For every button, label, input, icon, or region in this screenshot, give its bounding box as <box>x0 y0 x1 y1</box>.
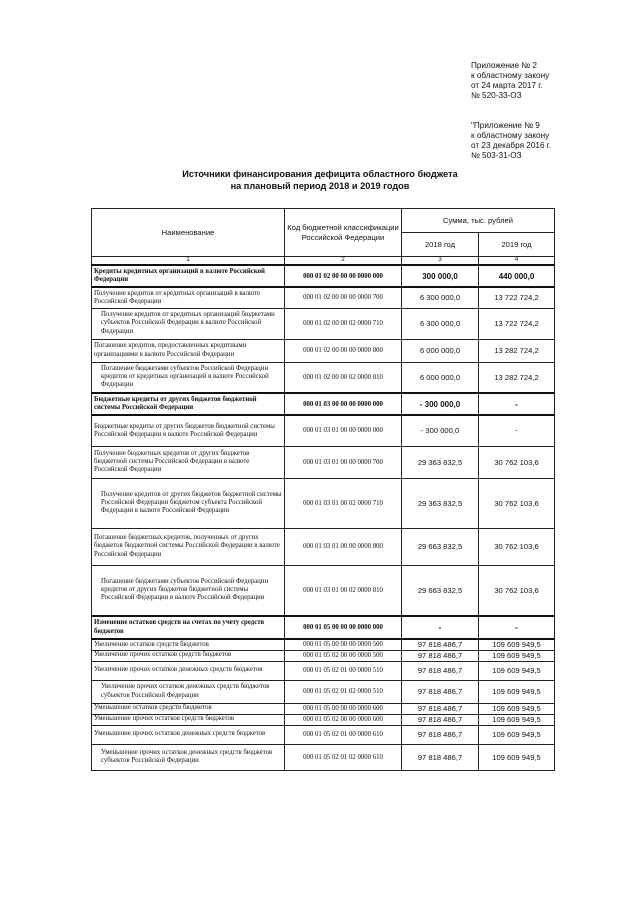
row-code: 000 01 03 01 00 02 0000 810 <box>285 565 402 616</box>
appendix-line: к областному закону <box>471 131 550 140</box>
row-value-2018: 29 663 832,5 <box>402 528 479 565</box>
appendix-line: "Приложение № 9 <box>471 121 540 130</box>
row-value-2018: 97 818 486,7 <box>402 744 479 770</box>
table-row <box>92 308 555 339</box>
row-value-2018: 97 818 486,7 <box>402 703 479 714</box>
row-value-2019: 109 609 949,5 <box>479 714 555 725</box>
table-row <box>92 744 555 770</box>
row-value-2019: 30 762 103,6 <box>479 528 555 565</box>
row-value-2018: 6 300 000,0 <box>402 308 479 339</box>
row-value-2018: 97 818 486,7 <box>402 680 479 703</box>
row-code: 000 01 05 02 01 02 0000 510 <box>285 680 402 703</box>
row-code: 000 01 03 01 00 00 0000 800 <box>285 528 402 565</box>
header-sum: Сумма, тыс. рублей <box>402 209 555 233</box>
row-value-2018: 6 300 000,0 <box>402 287 479 308</box>
col-number: 3 <box>402 257 479 266</box>
row-value-2019: - <box>479 393 555 415</box>
col-number: 4 <box>479 257 555 266</box>
row-code: 000 01 03 01 00 02 0000 710 <box>285 478 402 528</box>
row-value-2019: 109 609 949,5 <box>479 680 555 703</box>
row-name: Погашение кредитов, предоставленных кредитными организациями в валюте Российской Федерации <box>92 339 285 362</box>
table-row <box>92 650 555 661</box>
row-code: 000 01 03 01 00 00 0000 700 <box>285 446 402 478</box>
row-code: 000 01 02 00 00 00 0000 800 <box>285 339 402 362</box>
col-number: 1 <box>92 257 285 266</box>
row-code: 000 01 05 00 00 00 0000 500 <box>285 639 402 650</box>
title-line-1: Источники финансирования дефицита областного бюджета <box>182 169 458 179</box>
row-value-2018: 6 000 000,0 <box>402 339 479 362</box>
table-row <box>92 287 555 308</box>
row-name: Уменьшение прочих остатков денежных средств бюджетов субъектов Российской Федерации <box>92 744 285 770</box>
document-title <box>150 168 490 192</box>
appendix-line: Приложение № 2 <box>471 61 537 70</box>
row-name: Увеличение остатков средств бюджетов <box>92 639 285 650</box>
row-value-2019: 109 609 949,5 <box>479 703 555 714</box>
row-value-2018: 97 818 486,7 <box>402 661 479 680</box>
table-row <box>92 478 555 528</box>
table-row <box>92 680 555 703</box>
row-value-2019: 30 762 103,6 <box>479 478 555 528</box>
row-value-2019: 13 722 724,2 <box>479 287 555 308</box>
table-row <box>92 362 555 393</box>
row-code: 000 01 05 02 01 02 0000 610 <box>285 744 402 770</box>
row-name: Погашение бюджетами субъектов Российской Федерации кредитов от кредитных организаций в валюте Российской Федерации <box>92 362 285 393</box>
appendix-current <box>471 61 549 101</box>
row-name: Бюджетные кредиты от других бюджетов бюджетной системы Российской Федерации в валюте Российской Федерации <box>92 415 285 446</box>
row-code: 000 01 05 02 01 00 0000 610 <box>285 725 402 744</box>
col-number: 2 <box>285 257 402 266</box>
row-value-2019: 109 609 949,5 <box>479 725 555 744</box>
row-name: Получение кредитов от кредитных организаций в валюте Российской Федерации <box>92 287 285 308</box>
row-value-2018: - <box>402 616 479 639</box>
row-code: 000 01 03 00 00 00 0000 000 <box>285 393 402 415</box>
row-value-2018: - 300 000,0 <box>402 415 479 446</box>
row-value-2018: 29 363 832,5 <box>402 446 479 478</box>
title-line-2: на плановый период 2018 и 2019 годов <box>230 181 410 191</box>
row-code: 000 01 05 02 00 00 0000 500 <box>285 650 402 661</box>
table-row <box>92 528 555 565</box>
row-value-2018: 29 663 832,5 <box>402 565 479 616</box>
row-value-2018: 97 818 486,7 <box>402 650 479 661</box>
header-name: Наименование <box>92 209 285 257</box>
table-row <box>92 714 555 725</box>
row-value-2018: - 300 000,0 <box>402 393 479 415</box>
appendix-previous <box>471 121 551 161</box>
row-code: 000 01 02 00 00 00 0000 700 <box>285 287 402 308</box>
row-value-2019: 109 609 949,5 <box>479 661 555 680</box>
row-value-2019: 13 282 724,2 <box>479 339 555 362</box>
table-row <box>92 565 555 616</box>
row-code: 000 01 05 02 00 00 0000 600 <box>285 714 402 725</box>
row-value-2019: 440 000,0 <box>479 265 555 287</box>
row-code: 000 01 05 00 00 00 0000 600 <box>285 703 402 714</box>
row-value-2019: 109 609 949,5 <box>479 650 555 661</box>
row-name: Погашение бюджетных кредитов, полученных от других бюджетов бюджетной системы Российской Федерации в валюте Российской Федерации <box>92 528 285 565</box>
table-row <box>92 616 555 639</box>
row-code: 000 01 05 02 01 00 0000 510 <box>285 661 402 680</box>
table-row <box>92 661 555 680</box>
row-code: 000 01 05 00 00 00 0000 000 <box>285 616 402 639</box>
appendix-line: от 23 декабря 2016 г. <box>471 141 552 150</box>
row-value-2018: 97 818 486,7 <box>402 725 479 744</box>
appendix-line: к областному закону <box>471 71 550 80</box>
row-value-2019: 30 762 103,6 <box>479 446 555 478</box>
row-name: Уменьшение остатков средств бюджетов <box>92 703 285 714</box>
appendix-line: № 503-31-ОЗ <box>471 151 522 160</box>
table-row <box>92 703 555 714</box>
row-name: Уменьшение прочих остатков денежных средств бюджетов <box>92 725 285 744</box>
row-name: Увеличение прочих остатков денежных средств бюджетов <box>92 661 285 680</box>
row-value-2018: 300 000,0 <box>402 265 479 287</box>
appendix-line: № 520-33-ОЗ <box>471 91 522 100</box>
row-code: 000 01 02 00 00 00 0000 000 <box>285 265 402 287</box>
row-value-2019: 13 282 724,2 <box>479 362 555 393</box>
row-value-2019: 109 609 949,5 <box>479 744 555 770</box>
table-row <box>92 725 555 744</box>
appendix-line: от 24 марта 2017 г. <box>471 81 543 90</box>
row-name: Увеличение прочих остатков средств бюджетов <box>92 650 285 661</box>
row-name: Получение кредитов от кредитных организаций бюджетами субъектов Российской Федерации в валюте Российской Федерации <box>92 308 285 339</box>
row-value-2018: 97 818 486,7 <box>402 639 479 650</box>
header-code: Код бюджетной классификации Российской Федерации <box>285 209 402 257</box>
row-value-2018: 6 000 000,0 <box>402 362 479 393</box>
row-value-2018: 97 818 486,7 <box>402 714 479 725</box>
table-row <box>92 265 555 287</box>
row-value-2019: 109 609 949,5 <box>479 639 555 650</box>
row-name: Погашение бюджетами субъектов Российской Федерации кредитов от других бюджетов бюджетной системы Российской Федерации в валюте Российской Федерации <box>92 565 285 616</box>
table-row <box>92 393 555 415</box>
row-name: Получение бюджетных кредитов от других бюджетов бюджетной системы Российской Федерации в валюте Российской Федерации <box>92 446 285 478</box>
row-code: 000 01 02 00 00 02 0000 810 <box>285 362 402 393</box>
row-value-2019: - <box>479 616 555 639</box>
row-value-2019: 30 762 103,6 <box>479 565 555 616</box>
header-2019: 2019 год <box>479 233 555 257</box>
row-value-2019: - <box>479 415 555 446</box>
row-value-2019: 13 722 724,2 <box>479 308 555 339</box>
financing-sources-table <box>91 208 555 771</box>
header-2018: 2018 год <box>402 233 479 257</box>
table-row <box>92 639 555 650</box>
table-row <box>92 415 555 446</box>
row-name: Получение кредитов от других бюджетов бюджетной системы Российской Федерации бюджетом субъекта Российской Федерации в валюте Российской Федерации <box>92 478 285 528</box>
row-name: Изменение остатков средств на счетах по учету средств бюджетов <box>92 616 285 639</box>
row-code: 000 01 02 00 00 02 0000 710 <box>285 308 402 339</box>
row-name: Кредиты кредитных организаций в валюте Российской Федерации <box>92 265 285 287</box>
row-name: Уменьшение прочих остатков средств бюджетов <box>92 714 285 725</box>
table-row <box>92 446 555 478</box>
row-code: 000 01 03 01 00 00 0000 000 <box>285 415 402 446</box>
table-row <box>92 339 555 362</box>
row-value-2018: 29 363 832,5 <box>402 478 479 528</box>
row-name: Бюджетные кредиты от других бюджетов бюджетной системы Российской Федерации <box>92 393 285 415</box>
row-name: Увеличение прочих остатков денежных средств бюджетов субъектов Российской Федерации <box>92 680 285 703</box>
